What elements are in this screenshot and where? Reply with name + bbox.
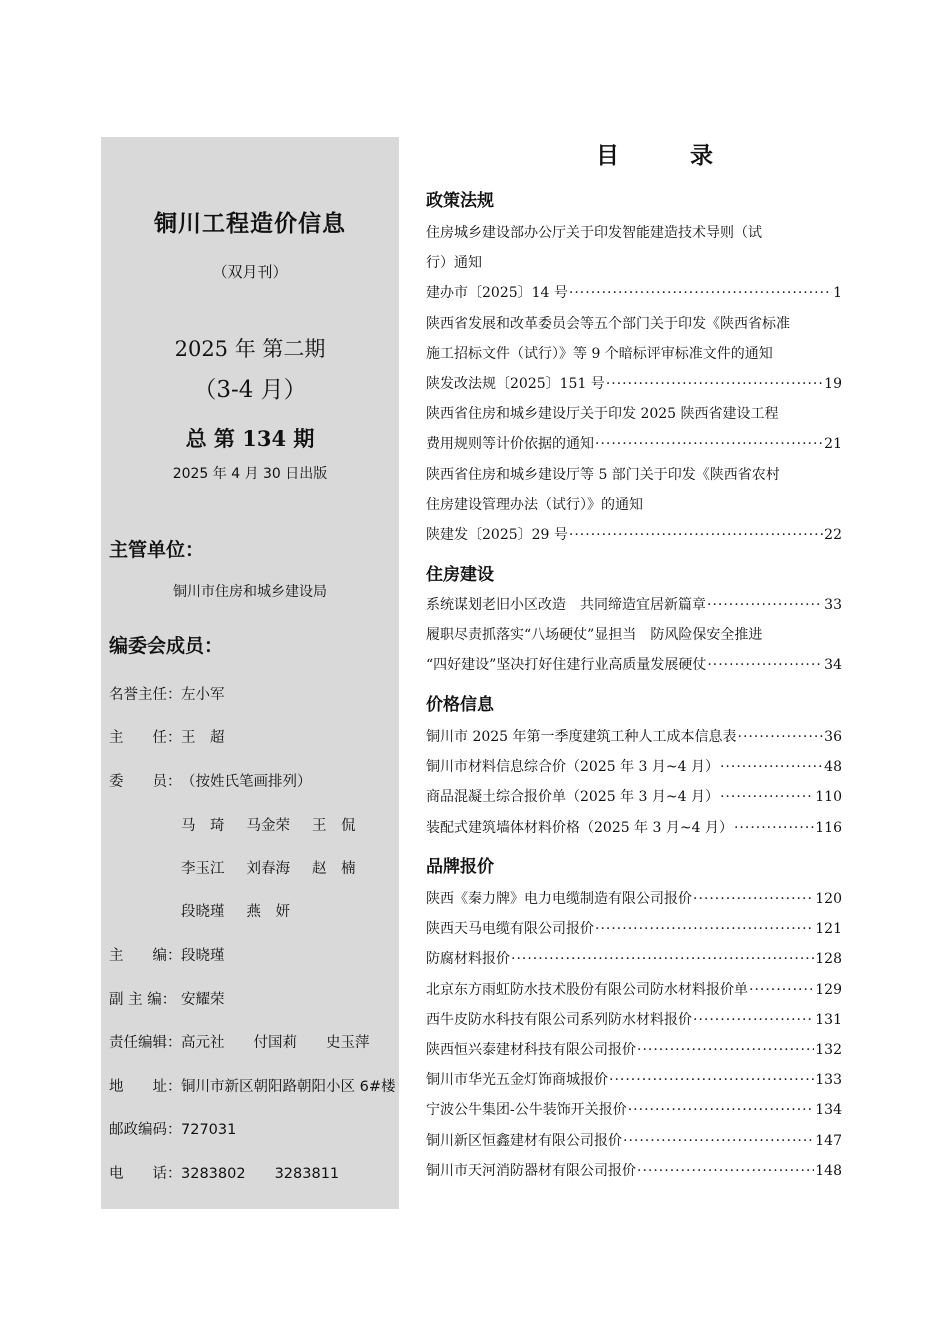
board-heading: 编委会成员： [109, 635, 224, 657]
toc-entry-title: 住房建设管理办法（试行）》的通知 [426, 497, 643, 513]
member-name: 李玉江 [181, 861, 225, 877]
postcode-row [109, 1118, 236, 1139]
director-row [109, 726, 225, 747]
dot-leader [738, 722, 824, 752]
toc-entry-line[interactable] [426, 399, 842, 429]
toc-entry[interactable] [426, 975, 842, 1005]
toc-entry-title: 铜川市 2025 年第一季度建筑工种人工成本信息表 [426, 729, 737, 745]
toc-entry-title: 装配式建筑墙体材料价格（2025 年 3 月~4 月） [426, 820, 733, 836]
dot-leader [606, 369, 823, 399]
sponsor-heading: 主管单位： [109, 539, 205, 561]
member-name: 赵 楠 [312, 861, 356, 877]
publication-frequency: （双月刊） [212, 263, 288, 281]
toc-entry[interactable] [426, 520, 842, 550]
dot-leader [511, 944, 814, 974]
toc-entry-title: 宁波公牛集团-公牛装饰开关报价 [426, 1102, 627, 1118]
toc-entry[interactable] [426, 1065, 842, 1095]
toc-entry[interactable] [426, 429, 842, 459]
toc-entry-line[interactable] [426, 309, 842, 339]
toc-page-number: 34 [824, 657, 842, 673]
honorary-director-row [109, 683, 225, 704]
toc-entry[interactable] [426, 782, 842, 812]
toc-entry-title: 铜川市天河消防器材有限公司报价 [426, 1163, 636, 1179]
toc-entry-title: 陕西恒兴泰建材科技有限公司报价 [426, 1042, 636, 1058]
dot-leader [749, 975, 814, 1005]
dot-leader [628, 1095, 815, 1125]
field-label: 副 主 编： [109, 992, 177, 1008]
field-label: 责任编辑： [109, 1035, 182, 1051]
toc-entry-title: 陕西《秦力牌》电力电缆制造有限公司报价 [426, 891, 692, 907]
toc-entry-title: 铜川市材料信息综合价（2025 年 3 月~4 月） [426, 759, 719, 775]
dot-leader [707, 590, 823, 620]
toc-entry-title: 防腐材料报价 [426, 951, 510, 967]
toc-page-number: 132 [815, 1042, 842, 1058]
issue-months: （3-4 月） [193, 377, 307, 403]
toc-entry[interactable] [426, 650, 842, 680]
member-names-row [181, 857, 378, 878]
toc-section-heading: 政策法规 [426, 191, 494, 211]
toc-entry-title: 陕西省发展和改革委员会等五个部门关于印发《陕西省标准 [426, 316, 790, 332]
field-label: 主 编： [109, 948, 182, 964]
member-name: 段晓瑾 [181, 904, 225, 920]
toc-entry-line[interactable] [426, 339, 842, 369]
toc-entry[interactable] [426, 1095, 842, 1125]
dot-leader [720, 782, 814, 812]
dot-leader [637, 1156, 814, 1186]
issue-number: 2025 年 第二期 [174, 337, 326, 361]
toc-page-number: 36 [824, 729, 842, 745]
dot-leader [569, 278, 832, 308]
toc-entry-title: 商品混凝土综合报价单（2025 年 3 月~4 月） [426, 789, 719, 805]
toc-entry[interactable] [426, 884, 842, 914]
toc-entry-title: 陕建发〔2025〕29 号 [426, 527, 568, 543]
toc-entry-title: 住房城乡建设部办公厅关于印发智能建造技术导则（试 [426, 225, 762, 241]
field-value: （按姓氏笔画排列） [181, 774, 312, 790]
toc-entry[interactable] [426, 1156, 842, 1186]
dot-leader [609, 1065, 814, 1095]
member-name: 王 侃 [312, 818, 356, 834]
toc-page-number: 21 [824, 436, 842, 452]
members-row [109, 770, 312, 791]
toc-entry[interactable] [426, 914, 842, 944]
toc-entry[interactable] [426, 944, 842, 974]
editor-row [109, 944, 225, 965]
magazine-title: 铜川工程造价信息 [154, 211, 346, 237]
toc-entry[interactable] [426, 752, 842, 782]
toc-entry[interactable] [426, 722, 842, 752]
toc-section-heading: 品牌报价 [426, 857, 494, 877]
toc-entry[interactable] [426, 1005, 842, 1035]
deputy-editor-row [109, 988, 225, 1009]
toc-page-number: 116 [815, 820, 842, 836]
toc-entry[interactable] [426, 278, 842, 308]
toc-entry-title: 行）通知 [426, 255, 482, 271]
toc-entry-title: 西牛皮防水科技有限公司系列防水材料报价 [426, 1012, 692, 1028]
toc-entry-title: 铜川市华光五金灯饰商城报价 [426, 1072, 608, 1088]
toc-entry[interactable] [426, 590, 842, 620]
toc-entry-title: 履职尽责抓落实“八场硬仗”显担当 防风险保安全推进 [426, 627, 763, 643]
dot-leader [707, 650, 823, 680]
field-value: 3283802 3283811 [181, 1166, 340, 1182]
toc-entry-line[interactable] [426, 490, 842, 520]
toc-page-number: 1 [833, 285, 842, 301]
toc-entry-title: 施工招标文件（试行）》等 9 个暗标评审标准文件的通知 [426, 346, 773, 362]
toc-entry-title: 建办市〔2025〕14 号 [426, 285, 568, 301]
toc-entry-title: “四好建设”坚决打好住建行业高质量发展硬仗 [426, 657, 707, 673]
dot-leader [720, 752, 823, 782]
dot-leader [693, 884, 814, 914]
member-name: 马金荣 [246, 818, 290, 834]
toc-section-heading: 价格信息 [426, 695, 494, 715]
dot-leader [637, 1035, 814, 1065]
toc-page-number: 110 [815, 789, 842, 805]
toc-entry-title: 陕发改法规〔2025〕151 号 [426, 376, 605, 392]
toc-entry-title: 陕西省住房和城乡建设厅关于印发 2025 陕西省建设工程 [426, 406, 779, 422]
toc-page-number: 48 [824, 759, 842, 775]
toc-entry[interactable] [426, 1035, 842, 1065]
toc-page-number: 120 [815, 891, 842, 907]
member-names-row [181, 900, 312, 921]
toc-page-number: 131 [815, 1012, 842, 1028]
field-value: 高元社 付国莉 史玉萍 [181, 1035, 370, 1051]
phone-row [109, 1162, 339, 1183]
field-value: 727031 [181, 1122, 237, 1138]
toc-page-number: 133 [815, 1072, 842, 1088]
toc-entry[interactable] [426, 1126, 842, 1156]
field-label: 名誉主任： [109, 687, 182, 703]
toc-entry-title: 北京东方雨虹防水技术股份有限公司防水材料报价单 [426, 982, 748, 998]
member-name: 马 琦 [181, 818, 225, 834]
toc-entry-title: 铜川新区恒鑫建材有限公司报价 [426, 1133, 622, 1149]
dot-leader [734, 813, 814, 843]
masthead-panel [101, 137, 399, 1209]
toc-section-heading: 住房建设 [426, 565, 494, 585]
total-issue: 总 第 134 期 [185, 426, 315, 451]
toc-entry-title: 陕西天马电缆有限公司报价 [426, 921, 594, 937]
toc-page-number: 19 [824, 376, 842, 392]
toc-title: 目 录 [596, 143, 737, 169]
member-name: 刘春海 [246, 861, 290, 877]
field-label: 委 员： [109, 774, 182, 790]
responsible-editor-row [109, 1031, 370, 1052]
field-value: 左小军 [181, 687, 225, 703]
toc-entry-title: 费用规则等计价依据的通知 [426, 436, 594, 452]
field-label: 地 址： [109, 1079, 182, 1095]
toc-page-number: 22 [824, 527, 842, 543]
toc-page-number: 134 [815, 1102, 842, 1118]
field-label: 电 话： [109, 1166, 182, 1182]
toc-page-number: 121 [815, 921, 842, 937]
toc-entry-line[interactable] [426, 248, 842, 278]
field-value: 段晓瑾 [181, 948, 225, 964]
toc-entry-line[interactable] [426, 218, 842, 248]
field-label: 主 任： [109, 730, 182, 746]
dot-leader [569, 520, 823, 550]
address-row [109, 1075, 395, 1096]
toc-entry-line[interactable] [426, 460, 842, 490]
member-names-row [181, 814, 378, 835]
toc-page-number: 129 [815, 982, 842, 998]
dot-leader [595, 914, 814, 944]
toc-page-number: 147 [815, 1133, 842, 1149]
field-value: 王 超 [181, 730, 225, 746]
field-label: 邮政编码： [109, 1122, 182, 1138]
toc-page-number: 148 [815, 1163, 842, 1179]
toc-page-number: 33 [824, 597, 842, 613]
toc-page-number: 128 [815, 951, 842, 967]
dot-leader [693, 1005, 814, 1035]
toc-entry-title: 系统谋划老旧小区改造 共同缔造宜居新篇章 [426, 597, 706, 613]
toc-entry[interactable] [426, 369, 842, 399]
toc-entry-line[interactable] [426, 620, 842, 650]
field-value: 安耀荣 [181, 992, 225, 1008]
toc-entry[interactable] [426, 813, 842, 843]
toc-entry-title: 陕西省住房和城乡建设厅等 5 部门关于印发《陕西省农村 [426, 467, 780, 483]
sponsor-name: 铜川市住房和城乡建设局 [173, 584, 327, 600]
member-name: 燕 妍 [246, 904, 290, 920]
publication-date: 2025 年 4 月 30 日出版 [172, 466, 328, 482]
dot-leader [623, 1126, 814, 1156]
field-value: 铜川市新区朝阳路朝阳小区 6#楼 [181, 1079, 396, 1095]
dot-leader [595, 429, 823, 459]
